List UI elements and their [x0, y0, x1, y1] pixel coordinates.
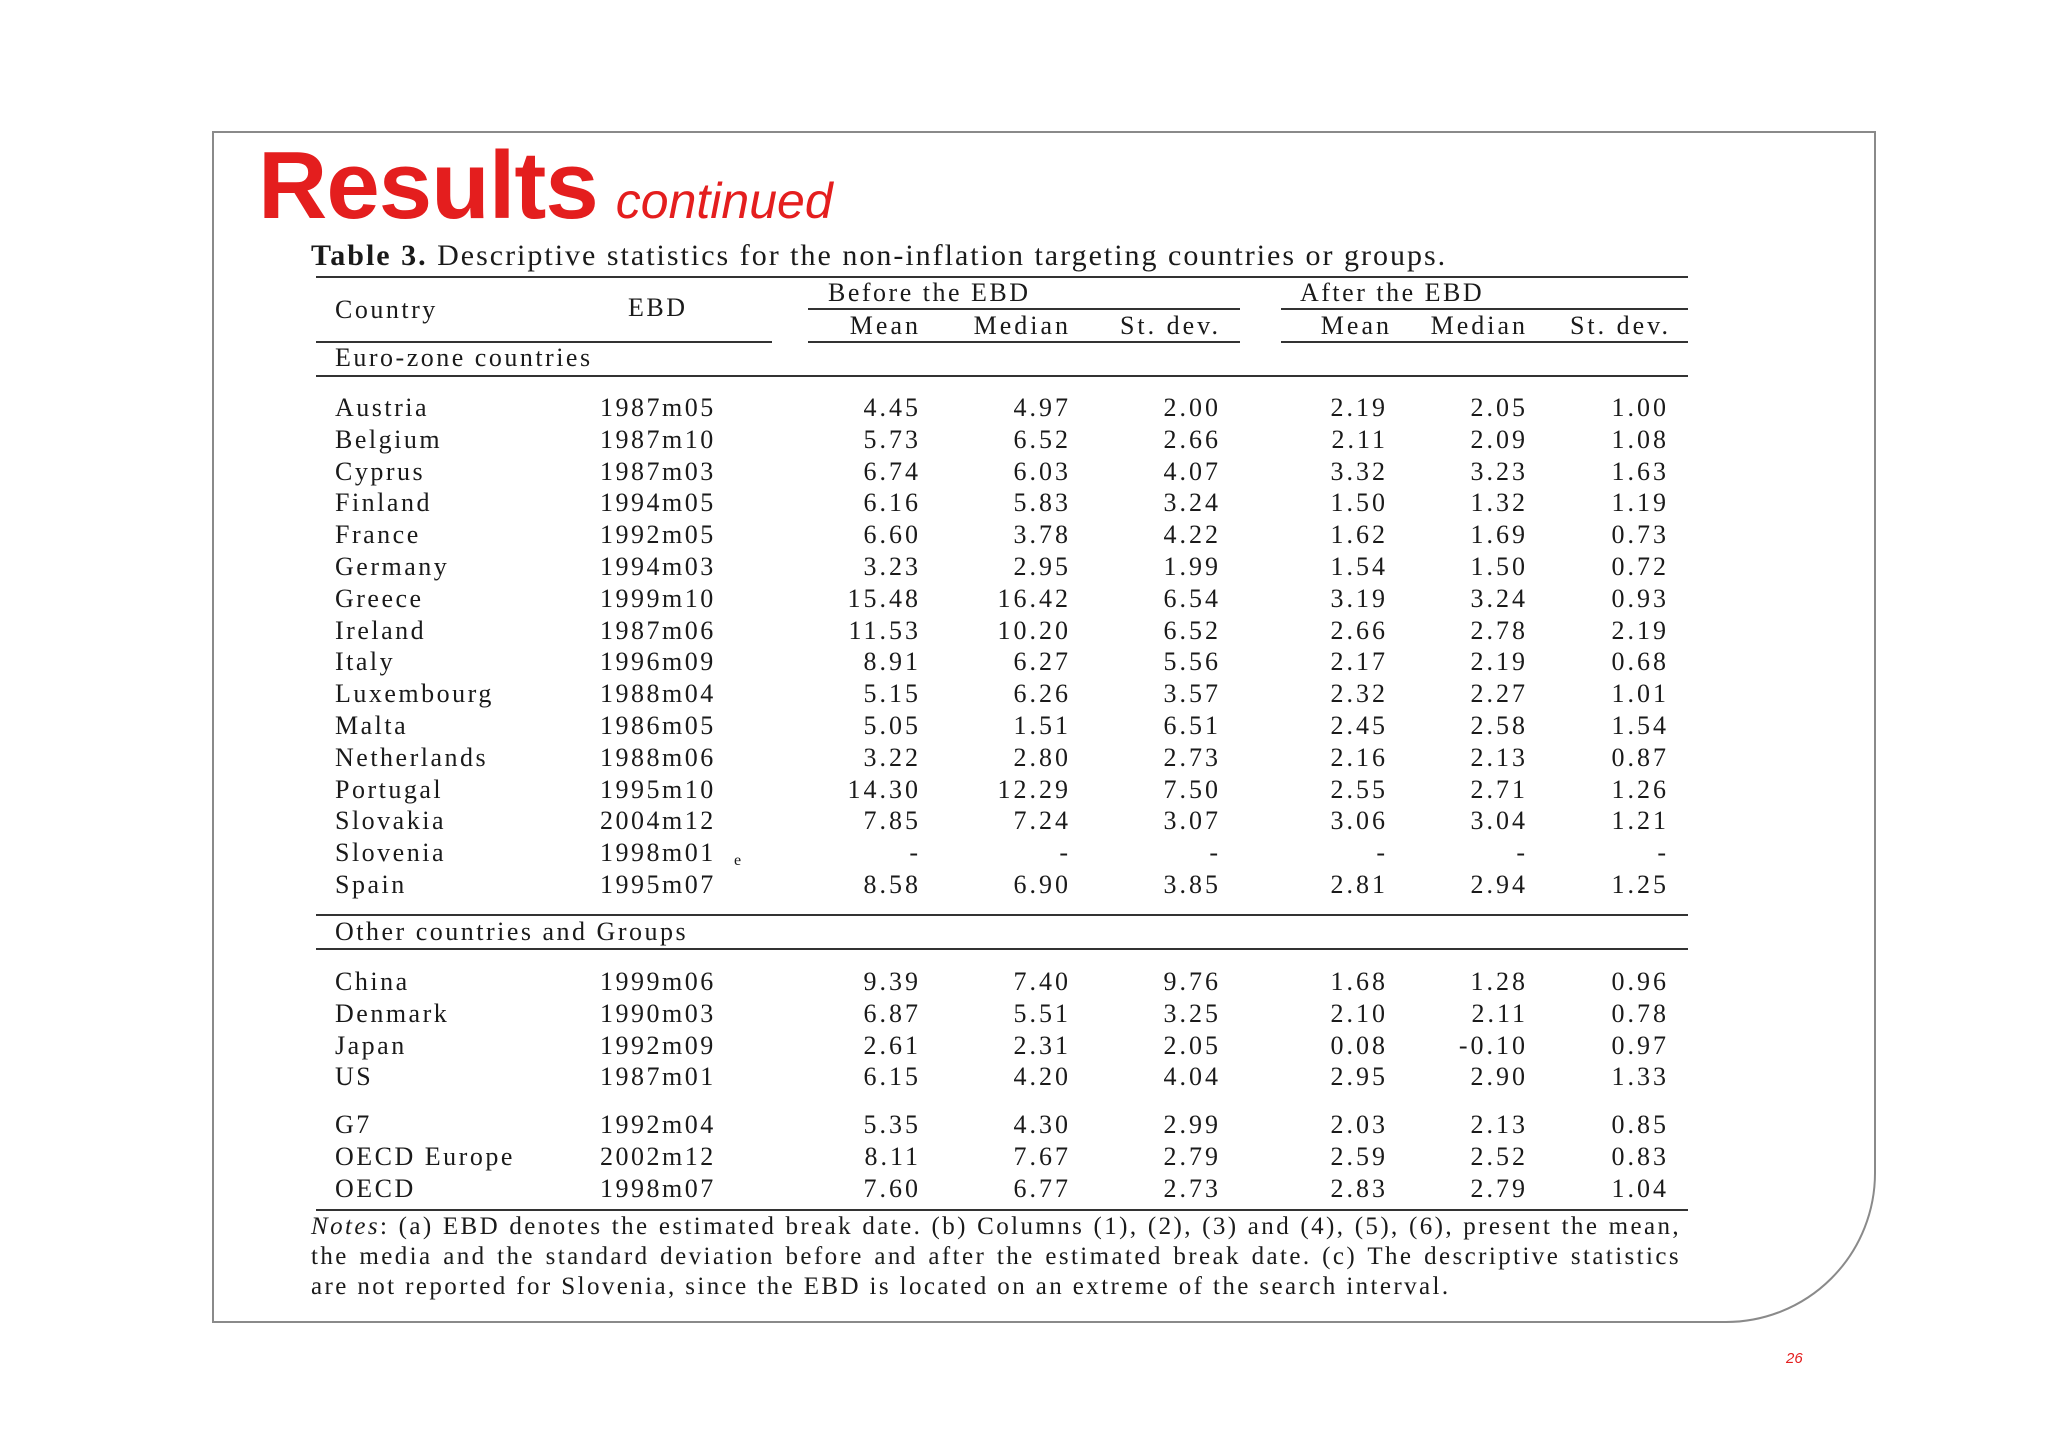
row-value: 7.50: [1163, 774, 1221, 804]
row-value: 2.13: [1470, 1110, 1528, 1139]
row-value: 1.62: [1330, 520, 1388, 550]
subcol-header-4: Median: [1430, 311, 1528, 340]
row-value: 4.30: [1013, 1110, 1071, 1139]
row-value: 6.52: [1163, 615, 1221, 645]
row-value: 12.29: [997, 774, 1071, 804]
row-value: -: [1657, 838, 1669, 868]
row-value: 2.19: [1330, 393, 1388, 422]
row-value: 2.03: [1330, 1110, 1388, 1139]
row-ebd: 1987m06: [600, 615, 716, 645]
row-value: 16.42: [997, 583, 1071, 613]
slide-title: [258, 132, 833, 239]
row-country: Japan: [335, 1031, 407, 1060]
row-ebd: 2004m12: [600, 806, 716, 836]
row-country: OECD Europe: [335, 1142, 515, 1171]
row-value: 1.51: [1013, 711, 1071, 740]
row-value: 3.04: [1470, 806, 1528, 836]
row-value: 1.25: [1611, 870, 1669, 899]
subcol-header-1: Median: [973, 311, 1071, 340]
row-ebd: 1996m09: [600, 647, 716, 677]
row-value: 6.16: [863, 488, 921, 518]
row-ebd: 1988m06: [600, 742, 716, 772]
row-value: 2.66: [1163, 424, 1221, 454]
row-value: 3.32: [1330, 456, 1388, 486]
row-value: 2.45: [1330, 711, 1388, 740]
row-value: 0.83: [1611, 1142, 1669, 1171]
row-value: 0.93: [1611, 583, 1669, 613]
row-value: 1.32: [1470, 488, 1528, 518]
row-value: -: [1209, 838, 1221, 868]
row-value: 4.20: [1013, 1062, 1071, 1091]
row-value: 1.19: [1611, 488, 1669, 518]
row-value: 2.73: [1163, 1174, 1221, 1203]
row-value: 2.95: [1013, 552, 1071, 581]
row-country: Cyprus: [335, 456, 426, 486]
row-value: -: [909, 838, 921, 868]
row-value: 2.55: [1330, 774, 1388, 804]
row-value: 2.05: [1470, 393, 1528, 422]
row-value: 4.22: [1163, 520, 1221, 550]
row-value: 2.16: [1330, 742, 1388, 772]
row-value: 8.11: [864, 1142, 921, 1171]
row-value: 3.23: [863, 552, 921, 581]
row-country: Germany: [335, 552, 450, 581]
row-ebd: 1987m03: [600, 456, 716, 486]
row-value: 1.04: [1611, 1174, 1669, 1203]
row-value: 1.21: [1611, 806, 1669, 836]
subcol-header-2: St. dev.: [1119, 311, 1221, 340]
row-value: 6.03: [1013, 456, 1071, 486]
subcol-header-0: Mean: [849, 311, 921, 340]
row-value: 0.85: [1611, 1110, 1669, 1139]
section-other-rule: [316, 948, 1688, 950]
row-value: 3.19: [1330, 583, 1388, 613]
row-value: 0.08: [1330, 1031, 1388, 1060]
row-ebd: 1987m10: [600, 424, 716, 454]
row-value: 8.58: [863, 870, 921, 899]
row-value: 0.97: [1611, 1031, 1669, 1060]
before-subcol-rule: [808, 341, 1240, 343]
row-value: 0.73: [1611, 520, 1669, 550]
row-value: 2.10: [1330, 999, 1388, 1028]
group-header-after: After the EBD: [1300, 278, 1485, 307]
row-value: 1.01: [1611, 679, 1669, 709]
row-value: 1.33: [1611, 1062, 1669, 1091]
row-value: 4.45: [863, 393, 921, 422]
row-value: 3.06: [1330, 806, 1388, 836]
section-label-other: Other countries and Groups: [335, 917, 689, 946]
row-value: 5.05: [863, 711, 921, 740]
row-value: 6.15: [863, 1062, 921, 1091]
row-value: 2.79: [1470, 1174, 1528, 1203]
section-label-euro-zone: Euro-zone countries: [335, 343, 593, 372]
row-value: 1.00: [1611, 393, 1669, 422]
row-value: 2.11: [1331, 424, 1388, 454]
row-value: -: [1376, 838, 1388, 868]
row-value: 2.59: [1330, 1142, 1388, 1171]
row-value: 0.96: [1611, 967, 1669, 996]
row-value: 2.19: [1470, 647, 1528, 677]
before-group-rule: [808, 308, 1240, 310]
footnote-marker: e: [734, 852, 742, 870]
row-ebd: 1986m05: [600, 711, 716, 740]
row-value: 6.54: [1163, 583, 1221, 613]
row-ebd: 1990m03: [600, 999, 716, 1028]
row-value: -0.10: [1458, 1031, 1528, 1060]
row-ebd: 2002m12: [600, 1142, 716, 1171]
row-value: 3.23: [1470, 456, 1528, 486]
row-value: 1.26: [1611, 774, 1669, 804]
row-value: 3.24: [1470, 583, 1528, 613]
row-value: 3.57: [1163, 679, 1221, 709]
row-value: 5.56: [1163, 647, 1221, 677]
row-value: 8.91: [863, 647, 921, 677]
row-value: 2.32: [1330, 679, 1388, 709]
table-caption: [311, 239, 1447, 273]
subcol-header-3: Mean: [1320, 311, 1392, 340]
row-ebd: 1999m10: [600, 583, 716, 613]
row-country: OECD: [335, 1174, 416, 1203]
row-value: 6.51: [1163, 711, 1221, 740]
row-value: 5.51: [1013, 999, 1071, 1028]
row-ebd: 1994m03: [600, 552, 716, 581]
table-caption-text: Descriptive statistics for the non-inflation targeting countries or groups.: [437, 239, 1448, 272]
row-value: 2.13: [1470, 742, 1528, 772]
row-value: 9.39: [863, 967, 921, 996]
row-ebd: 1998m01: [600, 838, 716, 868]
row-value: 7.85: [863, 806, 921, 836]
row-ebd: 1988m04: [600, 679, 716, 709]
table-bottom-rule: [316, 1209, 1688, 1211]
row-value: -: [1059, 838, 1071, 868]
row-value: 3.78: [1013, 520, 1071, 550]
row-country: Belgium: [335, 424, 443, 454]
row-value: 4.04: [1163, 1062, 1221, 1091]
row-country: Spain: [335, 870, 407, 899]
table-caption-label: Table 3.: [311, 239, 428, 272]
row-ebd: 1994m05: [600, 488, 716, 518]
row-value: 0.87: [1611, 742, 1669, 772]
row-country: G7: [335, 1110, 372, 1139]
row-value: 3.22: [863, 742, 921, 772]
row-ebd: 1998m07: [600, 1174, 716, 1203]
row-value: 2.73: [1163, 742, 1221, 772]
row-country: France: [335, 520, 421, 550]
row-country: Denmark: [335, 999, 450, 1028]
row-ebd: 1995m10: [600, 774, 716, 804]
row-value: 2.00: [1163, 393, 1221, 422]
row-value: 1.54: [1611, 711, 1669, 740]
notes-label: Notes: [311, 1213, 380, 1240]
row-value: 0.78: [1611, 999, 1669, 1028]
row-ebd: 1992m09: [600, 1031, 716, 1060]
row-value: 15.48: [847, 583, 921, 613]
row-value: 2.52: [1470, 1142, 1528, 1171]
row-country: Netherlands: [335, 742, 489, 772]
notes-text: : (a) EBD denotes the estimated break date. (b) Columns (1), (2), (3) and (4), (5), (6), present the mean, the media and the standard deviation before and after the estimated break date. (c) The descriptive statistics are not reported for Slovenia, since the EBD is located on an extreme of the search interval.: [311, 1213, 1681, 1300]
row-value: 3.24: [1163, 488, 1221, 518]
row-value: 2.95: [1330, 1062, 1388, 1091]
row-value: 6.87: [863, 999, 921, 1028]
row-value: 1.50: [1330, 488, 1388, 518]
row-value: 2.94: [1470, 870, 1528, 899]
row-value: 0.68: [1611, 647, 1669, 677]
row-value: 9.76: [1163, 967, 1221, 996]
row-value: 11.53: [848, 615, 921, 645]
row-value: 3.85: [1163, 870, 1221, 899]
row-value: 2.17: [1330, 647, 1388, 677]
row-value: 5.83: [1013, 488, 1071, 518]
row-value: 5.15: [863, 679, 921, 709]
row-value: 1.63: [1611, 456, 1669, 486]
row-value: 6.74: [863, 456, 921, 486]
row-country: Ireland: [335, 615, 427, 645]
page-number: 26: [1786, 1350, 1803, 1367]
row-value: 2.19: [1611, 615, 1669, 645]
row-value: 6.90: [1013, 870, 1071, 899]
section-euro-rule: [316, 375, 1688, 377]
row-value: 4.97: [1013, 393, 1071, 422]
row-value: 1.28: [1470, 967, 1528, 996]
section-other-top-rule: [316, 914, 1688, 916]
row-ebd: 1992m05: [600, 520, 716, 550]
row-value: 7.67: [1013, 1142, 1071, 1171]
row-ebd: 1987m01: [600, 1062, 716, 1091]
row-value: 2.78: [1470, 615, 1528, 645]
row-value: 7.60: [863, 1174, 921, 1203]
row-value: 1.50: [1470, 552, 1528, 581]
row-value: 1.99: [1163, 552, 1221, 581]
row-country: Portugal: [335, 774, 444, 804]
row-value: 10.20: [997, 615, 1071, 645]
table-notes: [311, 1212, 1681, 1302]
row-value: 4.07: [1163, 456, 1221, 486]
row-value: 2.09: [1470, 424, 1528, 454]
row-value: 2.31: [1013, 1031, 1071, 1060]
row-country: US: [335, 1062, 374, 1091]
row-value: 14.30: [847, 774, 921, 804]
row-country: Malta: [335, 711, 409, 740]
row-country: Greece: [335, 583, 424, 613]
row-value: 2.27: [1470, 679, 1528, 709]
row-value: 7.24: [1013, 806, 1071, 836]
row-country: China: [335, 967, 410, 996]
row-value: 2.58: [1470, 711, 1528, 740]
row-value: 5.35: [863, 1110, 921, 1139]
row-value: 2.66: [1330, 615, 1388, 645]
after-group-rule: [1281, 308, 1688, 310]
after-subcol-rule: [1281, 341, 1688, 343]
row-ebd: 1987m05: [600, 393, 716, 422]
title-sub: continued: [615, 173, 833, 229]
row-value: 1.69: [1470, 520, 1528, 550]
row-value: 2.71: [1470, 774, 1528, 804]
row-country: Luxembourg: [335, 679, 494, 709]
row-country: Finland: [335, 488, 432, 518]
column-header-country: Country: [335, 295, 438, 324]
row-value: 6.26: [1013, 679, 1071, 709]
row-country: Slovenia: [335, 838, 446, 868]
row-value: 0.72: [1611, 552, 1669, 581]
row-value: 2.11: [1471, 999, 1528, 1028]
row-value: 1.08: [1611, 424, 1669, 454]
group-header-before: Before the EBD: [828, 278, 1031, 307]
row-value: 3.25: [1163, 999, 1221, 1028]
row-country: Austria: [335, 393, 430, 422]
row-value: 1.68: [1330, 967, 1388, 996]
row-value: 5.73: [863, 424, 921, 454]
row-ebd: 1995m07: [600, 870, 716, 899]
subcol-header-5: St. dev.: [1569, 311, 1671, 340]
row-value: 2.05: [1163, 1031, 1221, 1060]
row-value: 2.90: [1470, 1062, 1528, 1091]
row-value: 3.07: [1163, 806, 1221, 836]
column-header-ebd: EBD: [628, 293, 688, 322]
row-value: 6.27: [1013, 647, 1071, 677]
row-value: 2.83: [1330, 1174, 1388, 1203]
row-value: -: [1516, 838, 1528, 868]
row-value: 2.79: [1163, 1142, 1221, 1171]
row-value: 7.40: [1013, 967, 1071, 996]
row-value: 1.54: [1330, 552, 1388, 581]
row-value: 6.52: [1013, 424, 1071, 454]
row-value: 2.80: [1013, 742, 1071, 772]
title-main: Results: [258, 132, 598, 239]
row-value: 6.77: [1013, 1174, 1071, 1203]
row-ebd: 1999m06: [600, 967, 716, 996]
row-value: 2.99: [1163, 1110, 1221, 1139]
row-value: 6.60: [863, 520, 921, 550]
row-value: 2.61: [863, 1031, 921, 1060]
row-country: Slovakia: [335, 806, 446, 836]
row-country: Italy: [335, 647, 396, 677]
row-value: 2.81: [1330, 870, 1388, 899]
row-ebd: 1992m04: [600, 1110, 716, 1139]
